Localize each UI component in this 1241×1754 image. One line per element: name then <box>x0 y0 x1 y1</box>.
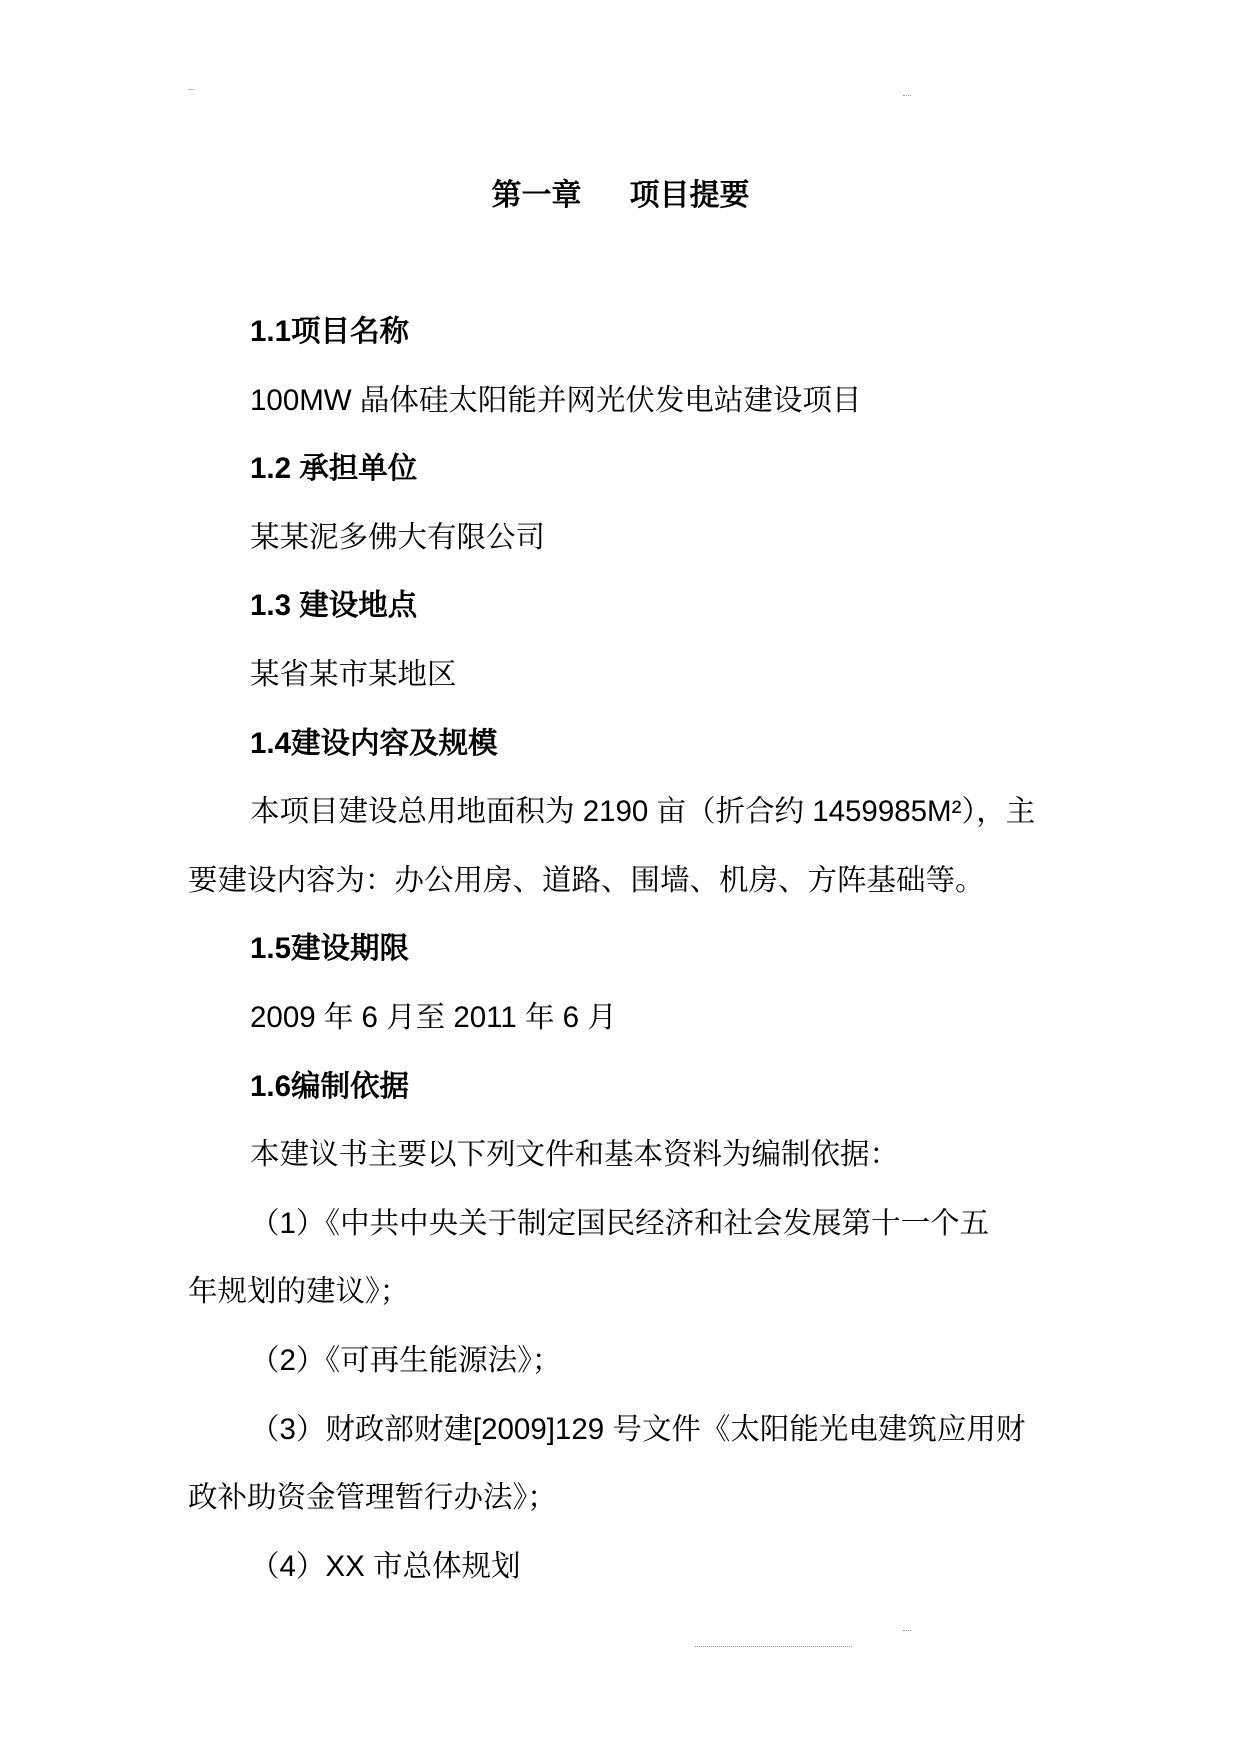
basis-item-4-line: （4）XX 市总体规划 <box>250 1549 521 1583</box>
construction-scope-line: 要建设内容为：办公用房、道路、围墙、机房、方阵基础等。 <box>188 863 985 897</box>
project-name-text: 100MW 晶体硅太阳能并网光伏发电站建设项目 <box>250 383 862 417</box>
undertaking-unit-text: 某某泥多佛大有限公司 <box>250 520 546 554</box>
section-heading-1-2: 1.2 承担单位 <box>250 452 418 486</box>
section-heading-1-4: 1.4建设内容及规模 <box>250 726 498 760</box>
section-heading-1-6: 1.6编制依据 <box>250 1069 410 1103</box>
construction-site-text: 某省某市某地区 <box>250 657 457 691</box>
basis-item-3-line: （3）财政部财建[2009]129 号文件《太阳能光电建筑应用财 <box>250 1412 1026 1446</box>
basis-item-1-line: 年规划的建议》； <box>188 1275 410 1309</box>
chapter-heading <box>0 174 1241 218</box>
basis-item-2-line: （2）《可再生能源法》； <box>250 1343 562 1377</box>
chapter-title: 项目提要 <box>629 179 750 212</box>
basis-intro-text: 本建议书主要以下列文件和基本资料为编制依据： <box>250 1138 900 1172</box>
construction-scope-line: 本项目建设总用地面积为 2190 亩（折合约 1459985M²），主 <box>250 795 1036 829</box>
scan-mark-top-right <box>903 95 911 96</box>
chapter-number: 第一章 <box>491 179 582 212</box>
scan-mark-top-left <box>188 89 194 90</box>
basis-item-1-line: （1）《中共中央关于制定国民经济和社会发展第十一个五 <box>250 1206 990 1240</box>
section-heading-1-3: 1.3 建设地点 <box>250 589 418 623</box>
scan-mark-bottom-right <box>903 1630 911 1631</box>
section-heading-1-5: 1.5建设期限 <box>250 932 410 966</box>
construction-period-text: 2009 年 6 月至 2011 年 6 月 <box>250 1000 617 1034</box>
basis-item-3-line: 政补助资金管理暂行办法》； <box>188 1481 557 1515</box>
document-body <box>188 298 1068 1601</box>
section-heading-1-1: 1.1项目名称 <box>250 315 410 348</box>
footer-dotted-rule <box>695 1646 852 1647</box>
